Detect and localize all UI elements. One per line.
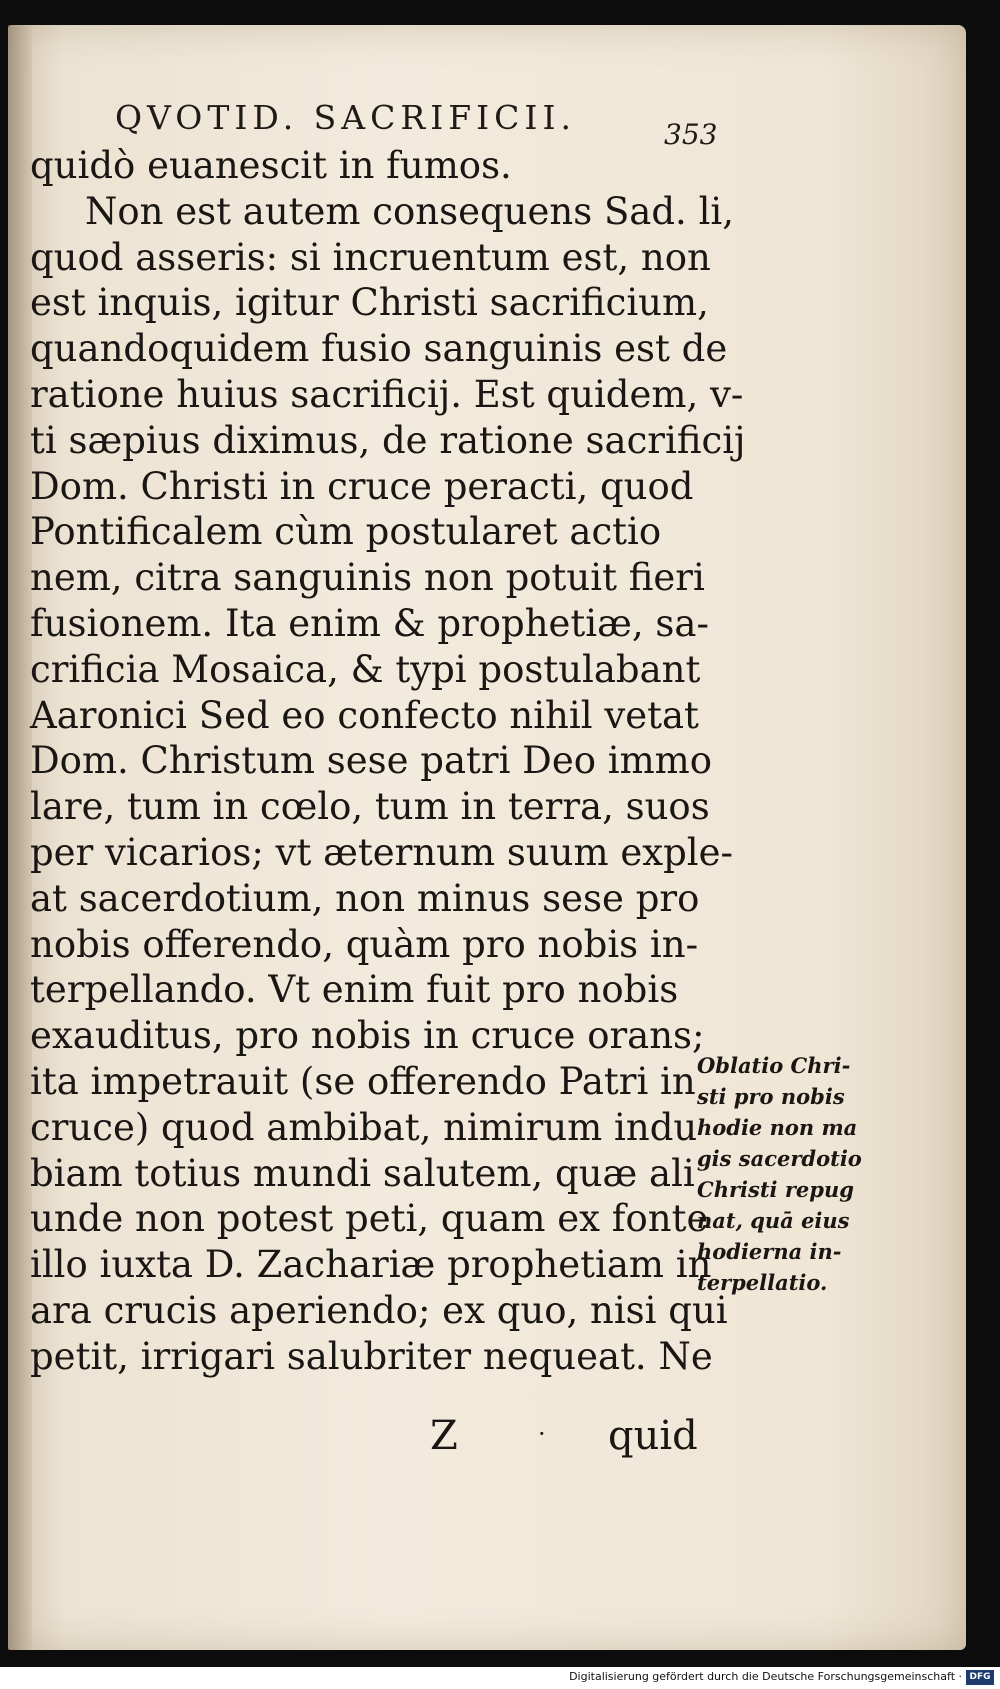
text-line: biam totius mundi salutem, quæ ali bbox=[30, 1151, 695, 1195]
text-line: ratione huius sacrificij. Est quidem, v- bbox=[30, 372, 744, 416]
text-line: quod asseris: si incruentum est, non bbox=[30, 235, 711, 279]
digitization-credit: Digitalisierung gefördert durch die Deutsche Forschungsgemeinschaft · bbox=[569, 1670, 962, 1683]
text-line: quidò euanescit in fumos. bbox=[30, 144, 512, 187]
text-line: illo iuxta D. Zachariæ prophetiam in bbox=[30, 1243, 712, 1287]
marginal-note-line: terpellatio. bbox=[697, 1270, 828, 1295]
running-title: QVOTID. SACRIFICII. bbox=[115, 98, 576, 137]
text-line: ita impetrauit (se offerendo Patri in bbox=[30, 1059, 696, 1103]
text-line: Aaronici Sed eo confecto nihil vetat bbox=[30, 693, 699, 737]
marginal-note-line: gis sacerdotio bbox=[697, 1146, 862, 1171]
text-line: Pontificalem cùm postularet actio bbox=[30, 510, 662, 554]
text-line: est inquis, igitur Christi sacrificium, bbox=[30, 281, 709, 325]
page-gutter bbox=[8, 25, 32, 1650]
text-line: cruce) quod ambibat, nimirum indu bbox=[30, 1105, 698, 1149]
text-line: petit, irrigari salubriter nequeat. Ne bbox=[30, 1334, 713, 1378]
text-line: fusionem. Ita enim & prophetiæ, sa- bbox=[30, 601, 709, 645]
signature-mark: Z bbox=[430, 1413, 458, 1459]
text-line: nobis offerendo, quàm pro nobis in- bbox=[30, 922, 699, 966]
text-line: ti sæpius diximus, de ratione sacrificij bbox=[30, 418, 746, 462]
text-line: quandoquidem fusio sanguinis est de bbox=[30, 327, 728, 371]
dfg-logo: DFG bbox=[966, 1670, 994, 1685]
text-line: Non est autem consequens Sad. li, bbox=[85, 189, 734, 233]
digitization-footer bbox=[0, 1667, 1000, 1689]
page-number: 353 bbox=[664, 118, 718, 151]
marginal-note-line: Oblatio Chri- bbox=[697, 1053, 851, 1078]
text-line: lare, tum in cœlo, tum in terra, suos bbox=[30, 785, 710, 829]
text-line: Dom. Christum sese patri Deo immo bbox=[30, 739, 713, 783]
catchword: quid bbox=[608, 1413, 698, 1459]
marginal-note-line: nat, quā eius bbox=[697, 1208, 850, 1233]
marginal-note-line: hodierna in- bbox=[697, 1239, 842, 1264]
text-line: per vicarios; vt æternum suum exple- bbox=[30, 830, 733, 874]
marginal-note-line: Christi repug bbox=[697, 1177, 854, 1202]
text-line: exauditus, pro nobis in cruce orans; bbox=[30, 1014, 705, 1058]
text-line: ara crucis aperiendo; ex quo, nisi qui bbox=[30, 1288, 728, 1332]
main-text-block bbox=[30, 143, 746, 1380]
marginal-note-line: sti pro nobis bbox=[697, 1084, 845, 1109]
marginal-note-line: hodie non ma bbox=[697, 1115, 858, 1140]
text-line: unde non potest peti, quam ex fonte bbox=[30, 1197, 709, 1241]
text-line: nem, citra sanguinis non potuit fieri bbox=[30, 556, 705, 600]
text-line: terpellando. Vt enim fuit pro nobis bbox=[30, 968, 679, 1012]
signature-dot: · bbox=[538, 1420, 546, 1448]
marginal-note bbox=[697, 1050, 862, 1298]
text-line: at sacerdotium, non minus sese pro bbox=[30, 876, 700, 920]
text-line: Dom. Christi in cruce peracti, quod bbox=[30, 464, 694, 508]
text-line: crificia Mosaica, & typi postulabant bbox=[30, 647, 701, 691]
